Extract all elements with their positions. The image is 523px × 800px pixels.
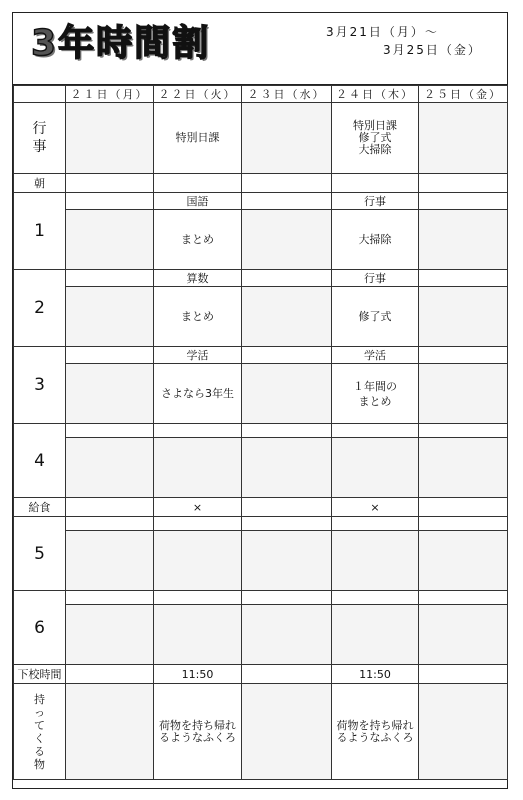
content-cell [66, 210, 154, 270]
day-header: ２２日（火） [154, 86, 242, 103]
subject-cell: 行事 [332, 193, 419, 210]
content-cell: 大掃除 [332, 210, 419, 270]
row-label-event: 行事 [14, 103, 66, 174]
lunch-cell [419, 498, 508, 517]
content-cell [419, 287, 508, 347]
content-cell [419, 605, 508, 665]
bring-cell: 荷物を持ち帰れるようなふくろ [154, 684, 242, 780]
subject-cell: 学活 [332, 347, 419, 364]
period-content-row [14, 287, 508, 347]
subject-cell: 国語 [154, 193, 242, 210]
subject-cell [332, 591, 419, 605]
subject-cell [419, 591, 508, 605]
content-cell [66, 287, 154, 347]
bring-cell [66, 684, 154, 780]
row-label-lunch: 給食 [14, 498, 66, 517]
content-cell: １年間の まとめ [332, 364, 419, 424]
content-cell [242, 438, 332, 498]
title-text: 年時間割 [58, 23, 211, 64]
period-content-row [14, 364, 508, 424]
page-title [31, 21, 210, 67]
content-cell [419, 364, 508, 424]
subject-cell [419, 270, 508, 287]
content-cell [332, 531, 419, 591]
period-content-row [14, 605, 508, 665]
lunch-cell [66, 498, 154, 517]
timetable-grid [13, 85, 508, 780]
content-cell [242, 605, 332, 665]
period-subject-row [14, 591, 508, 605]
morning-row [14, 174, 508, 193]
day-header: ２５日（金） [419, 86, 508, 103]
morning-cell [332, 174, 419, 193]
subject-cell [66, 347, 154, 364]
header [13, 13, 507, 85]
period-label: 1 [14, 193, 66, 270]
dismissal-cell: 11:50 [332, 665, 419, 684]
content-cell [332, 438, 419, 498]
period-label: 2 [14, 270, 66, 347]
dismissal-cell [242, 665, 332, 684]
subject-cell [332, 517, 419, 531]
lunch-cell: × [332, 498, 419, 517]
content-cell [66, 438, 154, 498]
subject-cell [66, 193, 154, 210]
row-label-morning: 朝 [14, 174, 66, 193]
subject-cell [154, 424, 242, 438]
content-cell [419, 531, 508, 591]
lunch-cell [242, 498, 332, 517]
content-cell [242, 210, 332, 270]
event-cell [66, 103, 154, 174]
content-cell [66, 605, 154, 665]
day-header: ２４日（木） [332, 86, 419, 103]
dismissal-cell: 11:50 [154, 665, 242, 684]
lunch-cell: × [154, 498, 242, 517]
period-label: 4 [14, 424, 66, 498]
subject-cell [154, 517, 242, 531]
subject-cell [242, 193, 332, 210]
period-subject-row [14, 270, 508, 287]
period-subject-row [14, 193, 508, 210]
content-cell [154, 531, 242, 591]
period-content-row [14, 531, 508, 591]
subject-cell: 学活 [154, 347, 242, 364]
title-grade-number: 3 [31, 23, 59, 64]
content-cell: 修了式 [332, 287, 419, 347]
bring-cell [419, 684, 508, 780]
event-cell: 特別日課 [154, 103, 242, 174]
subject-cell [242, 270, 332, 287]
corner-cell [14, 86, 66, 103]
event-cell [242, 103, 332, 174]
morning-cell [242, 174, 332, 193]
day-header-row [14, 86, 508, 103]
period-label: 5 [14, 517, 66, 591]
period-subject-row [14, 517, 508, 531]
morning-cell [419, 174, 508, 193]
content-cell [419, 438, 508, 498]
subject-cell [242, 591, 332, 605]
bring-row [14, 684, 508, 780]
morning-cell [154, 174, 242, 193]
subject-cell [419, 517, 508, 531]
period-label: 3 [14, 347, 66, 424]
content-cell: まとめ [154, 287, 242, 347]
period-subject-row [14, 424, 508, 438]
subject-cell [419, 424, 508, 438]
bring-cell [242, 684, 332, 780]
period-content-row [14, 438, 508, 498]
content-cell [419, 210, 508, 270]
bring-cell: 荷物を持ち帰れるようなふくろ [332, 684, 419, 780]
subject-cell [66, 591, 154, 605]
content-cell [242, 287, 332, 347]
subject-cell [66, 424, 154, 438]
content-cell: さよなら3年生 [154, 364, 242, 424]
dismissal-cell [66, 665, 154, 684]
timetable-frame [12, 12, 508, 789]
subject-cell [242, 424, 332, 438]
period-end: 3月25日（金） [383, 43, 482, 57]
event-row [14, 103, 508, 174]
content-cell [154, 605, 242, 665]
subject-cell [419, 193, 508, 210]
period-content-row [14, 210, 508, 270]
content-cell [242, 531, 332, 591]
subject-cell [332, 424, 419, 438]
subject-cell [66, 517, 154, 531]
period-subject-row [14, 347, 508, 364]
morning-cell [66, 174, 154, 193]
content-cell [66, 531, 154, 591]
subject-cell: 算数 [154, 270, 242, 287]
subject-cell [242, 347, 332, 364]
subject-cell [419, 347, 508, 364]
content-cell [66, 364, 154, 424]
event-cell: 特別日課 修了式 大掃除 [332, 103, 419, 174]
day-header: ２１日（月） [66, 86, 154, 103]
content-cell [332, 605, 419, 665]
content-cell: まとめ [154, 210, 242, 270]
day-header: ２３日（水） [242, 86, 332, 103]
subject-cell [66, 270, 154, 287]
row-label-dismissal: 下校時間 [14, 665, 66, 684]
content-cell [242, 364, 332, 424]
subject-cell [154, 591, 242, 605]
period-start: 3月21日（月）～ [326, 25, 439, 39]
dismissal-cell [419, 665, 508, 684]
subject-cell [242, 517, 332, 531]
event-cell [419, 103, 508, 174]
subject-cell: 行事 [332, 270, 419, 287]
period-label: 6 [14, 591, 66, 665]
dismissal-row [14, 665, 508, 684]
content-cell [154, 438, 242, 498]
lunch-row [14, 498, 508, 517]
row-label-bring: 持ってくる物 [14, 684, 66, 780]
